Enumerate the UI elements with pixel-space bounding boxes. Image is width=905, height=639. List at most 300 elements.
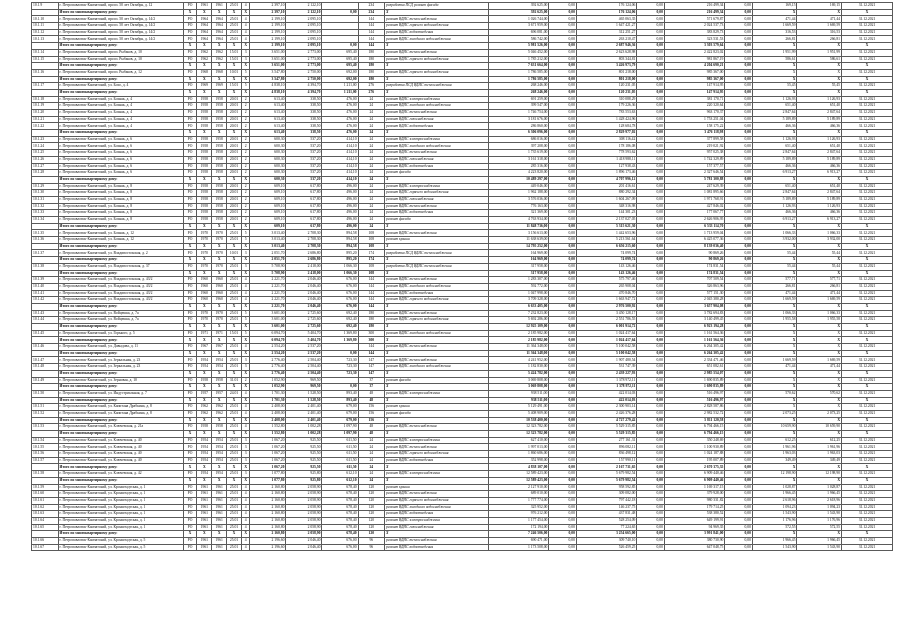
table-cell: 0,00 [725,337,753,344]
table-cell: 925,50 [286,457,322,464]
table-cell: 575 797,46 [576,277,636,284]
table-cell: РО [183,390,197,397]
table-cell: 144 [358,23,385,30]
table-cell: 1958 [197,210,212,217]
table-cell: 5 [241,310,249,317]
table-cell: 1 066,30 [322,270,358,277]
table-cell: 0,00 [549,116,577,123]
table-cell: 10.1.20 [32,110,59,117]
table-cell: 5 811 120,58 [664,417,724,424]
table-cell: 10.1.65 [32,524,59,531]
table-cell: 4 241 952,00 [488,357,548,364]
table-cell [32,303,59,310]
table-cell: 24 [358,116,385,123]
table-cell: 20.01 [227,156,242,163]
table-cell: 1960 [197,297,212,304]
table-cell: 3 547,80 [250,76,286,83]
table-cell: 0,00 [549,210,577,217]
table-cell: X [227,431,242,438]
table-cell: 2 847,64 [797,110,842,117]
table-cell: 25.01 [227,29,242,36]
table-cell: 577 151,30 [664,290,724,297]
table-cell: ремонт ВДИС газоснабжения [385,524,489,531]
table-cell: 0,00 [637,23,665,30]
table-cell: 1961 [212,544,227,551]
table-cell: X [212,89,227,96]
table-cell: 1 067,20 [250,451,286,458]
table-cell: ремонт ВДИС теплоснабжения [385,357,489,364]
table-cell: 0,00 [725,497,753,504]
table-cell: 323 531,53 [664,36,724,43]
table-cell: 1961 [212,538,227,545]
table-cell: г. Петропавловск-Камчатский, ул. Зеркальная, д. 23 [58,364,183,371]
table-cell: 300 [358,337,385,344]
table-cell: г. Петропавловск-Камчатский, ул. Бохняк, д. 6 [58,143,183,150]
table-cell: 676,00 [322,303,358,310]
table-cell: 801 218,00 [576,76,636,83]
table-cell: 2 847,64 [797,190,842,197]
table-cell: 0,00 [637,457,665,464]
table-cell: 1968 [212,69,227,76]
table-cell: X [842,397,893,404]
table-row [32,123,893,130]
table-cell: X [197,223,212,230]
table-cell: 0,00 [549,63,577,70]
table-cell: 144 [358,277,385,284]
table-cell: 0,00 [549,538,577,545]
table-cell: 24 [358,170,385,177]
table-cell: РО [183,96,197,103]
table-cell: X [797,43,842,50]
table-row [32,49,893,56]
table-cell: 678,40 [322,524,358,531]
table-cell: 10.01 [227,250,242,257]
table-cell: 178 186,08 [576,143,636,150]
table-cell: 0,00 [637,524,665,531]
table-cell: г. Петропавловск-Камчатский, ул. Войцешка, д. 7а [58,310,183,317]
table-row [32,310,893,317]
table-cell: 169,15 [752,3,797,10]
table-cell: 10.1.27 [32,163,59,170]
table-cell: X [752,404,797,411]
table-cell: X [752,531,797,538]
table-cell: РО [183,504,197,511]
table-cell: X [385,464,489,471]
table-cell: 3 [241,437,249,444]
table-cell: 1961 [197,544,212,551]
table-cell: 471,44 [752,290,797,297]
table-cell: 414,10 [322,143,358,150]
table-cell: 1 066,33 [797,310,842,317]
table-cell: 0,00 [549,270,577,277]
table-cell: 695,40 [322,56,358,63]
table-cell: 1971 [212,330,227,337]
table-cell: 74 099,74 [576,257,636,264]
table-cell: 1954 [197,357,212,364]
table-cell: 570,62 [797,390,842,397]
table-cell: 1 077,80 [250,471,286,478]
table-cell: ремонт фасада [385,217,489,224]
table-cell: 2 670 375,35 [664,464,724,471]
table-row [32,23,893,30]
table-cell: ремонт ВДИС электроснабжения [385,437,489,444]
table-cell: 0,00 [637,303,665,310]
table-cell: ремонт ВДИС холодного водоснабжения [385,504,489,511]
table-cell: 1958 [212,136,227,143]
table-cell: 4 707 996,12 [576,176,636,183]
table-cell: 1954 [212,444,227,451]
table-cell: РО [183,156,197,163]
table-cell: 1 211,00 [322,89,358,96]
table-cell: 10.1.26 [32,156,59,163]
table-cell: X [752,89,797,96]
table-cell: X [197,43,212,50]
table-cell: 2 051,70 [250,257,286,264]
table-cell: 0,00 [637,36,665,43]
table-row [32,457,893,464]
table-cell: X [183,130,197,137]
table-cell: 1958 [197,116,212,123]
table-cell: 25.01 [227,237,242,244]
table-cell: 10.1.30 [32,190,59,197]
table-cell: 0,00 [549,76,577,83]
table-cell: 0,00 [637,451,665,458]
table-cell: 31.12.2021 [842,471,893,478]
table-cell: 0,00 [725,3,753,10]
table-cell: 1960 [212,283,227,290]
table-cell: X [183,324,197,331]
table-cell: ремонт ВДИС горячего водоснабжения [385,56,489,63]
table-cell: X [797,477,842,484]
table-cell: X [212,370,227,377]
table-cell: X [183,337,197,344]
table-cell: X [241,223,249,230]
table-cell: Итого по многоквартирному дому: [58,477,183,484]
table-cell: X [241,176,249,183]
table-cell: X [797,431,842,438]
table-cell: 0,00 [725,49,753,56]
table-cell: 338,50 [286,130,322,137]
table-cell: 2 776,40 [250,364,286,371]
table-cell: ремонт ВДИС электроснабжения [385,96,489,103]
table-cell: 10.1.31 [32,196,59,203]
table-cell: 925,50 [286,464,322,471]
table-cell: 2 058,90 [286,517,322,524]
table-cell: 0,00 [637,290,665,297]
table-cell: 692,40 [322,324,358,331]
table-cell: 15.01 [227,83,242,90]
table-cell: 10.1.63 [32,511,59,518]
table-cell: X [385,270,489,277]
table-cell: 466,36 [752,210,797,217]
table-cell: 25.01 [227,410,242,417]
table-cell: 2 058,90 [286,484,322,491]
table-cell: 4 [241,404,249,411]
table-cell: 6 656 215,60 [576,243,636,250]
table-cell: г. Петропавловск-Камчатский, ул. Бохняк, д. 12 [58,237,183,244]
subtotal-row [32,223,893,230]
table-cell: X [227,464,242,471]
table-cell: 31.12.2021 [842,517,893,524]
table-cell: 1 966,45 [797,491,842,498]
table-cell: 3 932,00 [797,237,842,244]
table-cell: 1 961,96 [797,444,842,451]
table-cell: 120 [358,511,385,518]
table-cell: X [842,9,893,16]
table-cell [32,531,59,538]
table-cell: X [241,89,249,96]
table-cell: 216 499,34 [664,9,724,16]
table-cell: 1958 [212,424,227,431]
table-cell: 1970 [197,237,212,244]
table-cell: X [752,370,797,377]
table-cell: разработка ПСД ВДИС теплоснабжения [385,83,489,90]
table-cell: 2 554,20 [250,344,286,351]
table-cell: X [212,176,227,183]
table-cell: 31.12.2021 [842,49,893,56]
subtotal-row [32,350,893,357]
table-cell: 10.1.15 [32,56,59,63]
table-cell: 10.1.19 [32,103,59,110]
table-cell: X [241,76,249,83]
table-cell: 1969 [197,83,212,90]
table-cell: 4 [241,484,249,491]
table-cell: 0,00 [637,89,665,96]
table-cell: 1 604 267,09 [576,196,636,203]
table-cell: 144 [358,344,385,351]
table-cell: 836 498,12 [576,451,636,458]
table-cell: г. Петропавловск-Камчатский, просп. Рыбаков, д. 12 [58,69,183,76]
table-cell: 0,00 [637,544,665,551]
table-cell: 0,00 [637,337,665,344]
table-cell: 6 909 440,46 [664,471,724,478]
table-cell: г. Петропавловск-Камчатский, ул. Кронштадтская, д. 1 [58,497,183,504]
table-cell: г. Петропавловск-Камчатский, ул. Ключевская, д. 40 [58,444,183,451]
table-cell: X [183,270,197,277]
table-cell: 266,81 [797,283,842,290]
table-cell: 0,00 [637,417,665,424]
table-cell: Итого по многоквартирному дому: [58,89,183,96]
table-cell: X [752,330,797,337]
table-cell: 895,20 [322,257,358,264]
table-cell: 1 955,58 [797,317,842,324]
table-cell: 691 259,00 [488,96,548,103]
table-cell [322,344,358,351]
table-cell: 3 450 128,17 [576,310,636,317]
table-cell: ремонт ВДИС водоотведения [385,457,489,464]
table-cell: г. Петропавловск-Камчатский, ул. Ключевская, д. 40 [58,451,183,458]
table-cell: г. Петропавловск-Камчатский, ул. Бохняк, д. 6 [58,170,183,177]
table-cell: 2 199,10 [250,43,286,50]
table-cell: 2 687 946,36 [576,43,636,50]
table-cell: 1964 [212,36,227,43]
table-cell: X [197,324,212,331]
table-cell: 896 082,11 [576,444,636,451]
table-cell: 1958 [212,156,227,163]
table-cell: 0,00 [725,36,753,43]
table-cell: 144 [358,16,385,23]
table-row [32,544,893,551]
table-cell: 31.12.2021 [842,357,893,364]
table-cell: ремонт ВДИС теплоснабжения [385,344,489,351]
table-cell: X [197,337,212,344]
table-cell: 24 [358,477,385,484]
table-cell: 613,40 [250,103,286,110]
table-cell: X [385,223,489,230]
table-cell: 476,00 [322,96,358,103]
table-cell: 496,00 [322,183,358,190]
table-row [32,364,893,371]
table-cell: 90 869,26 [664,257,724,264]
table-cell: X [241,350,249,357]
table-row [32,524,893,531]
table-cell: 957 025,38 [664,150,724,157]
subtotal-row [32,257,893,264]
table-cell: 2 725,60 [286,324,322,331]
table-cell: 1958 [197,110,212,117]
table-row [32,390,893,397]
table-cell: 10.1.17 [32,83,59,90]
table-cell: 3 [241,357,249,364]
table-cell: 0,00 [549,464,577,471]
table-cell: 1 024 187,88 [664,451,724,458]
table-cell: 48 [358,424,385,431]
table-cell: 3 069 808,00 [488,384,548,391]
table-cell: 1 663 947,72 [576,297,636,304]
table-cell: 572,55 [752,524,797,531]
table-cell: 0,00 [725,69,753,76]
table-cell: 31.12.2021 [842,444,893,451]
table-cell: 4 [241,36,249,43]
table-cell: 696 081,00 [488,29,548,36]
table-cell [32,63,59,70]
table-cell: 10.1.55 [32,444,59,451]
table-row [32,56,893,63]
table-row [32,471,893,478]
table-cell: 1 126,93 [752,96,797,103]
table-cell: 1958 [197,170,212,177]
table-cell: 1 543,90 [752,544,797,551]
table-cell: 6 913,27 [797,217,842,224]
table-cell: X [752,176,797,183]
table-cell: 317 958,00 [488,263,548,270]
table-cell: 612,10 [322,477,358,484]
table-cell: 2 [241,123,249,130]
table-cell: 958 592,85 [576,484,636,491]
table-cell: 31.12.2021 [842,143,893,150]
table-cell: 2 623 628,98 [576,49,636,56]
table-cell: 2 160,80 [250,531,286,538]
table-cell: 0,00 [725,163,753,170]
table-cell: X [212,9,227,16]
table-cell: 0,00 [549,491,577,498]
table-cell: 147 [358,370,385,377]
table-cell: 0,00 [549,223,577,230]
table-cell: 1 066,33 [752,230,797,237]
table-cell: 5 [241,83,249,90]
table-cell: 1958 [212,210,227,217]
table-cell: 476,00 [322,123,358,130]
table-cell: РО [183,250,197,257]
table-cell: г. Петропавловск-Камчатский, ул. Войцешка, д. 7а [58,317,183,324]
table-cell: 2 401,40 [286,404,322,411]
table-cell: 676,00 [322,283,358,290]
table-cell: 25.01 [227,497,242,504]
table-cell: 0,00 [725,471,753,478]
table-cell [322,377,358,384]
table-cell: 0,00 [725,457,753,464]
table-cell: X [842,243,893,250]
table-cell: РО [183,116,197,123]
table-cell: 4 [241,511,249,518]
table-cell: 1 024 417,64 [576,330,636,337]
table-cell: 0,00 [637,69,665,76]
table-cell: 10.1.54 [32,437,59,444]
table-cell: 2 046,40 [286,544,322,551]
table-cell: 266,81 [752,283,797,290]
table-cell: 4 [241,23,249,30]
table-cell: 263 210,47 [576,36,636,43]
table-cell: 422 014,03 [576,397,636,404]
table-cell: 2 185 982,00 [488,330,548,337]
table-row [32,103,893,110]
table-cell: 1961 [212,484,227,491]
table-cell: 350 248,69 [664,437,724,444]
table-cell: 2 537,20 [286,344,322,351]
table-row [32,444,893,451]
table-row [32,210,893,217]
table-row [32,297,893,304]
table-cell: 31.12.2021 [842,203,893,210]
table-cell: 609,10 [250,183,286,190]
table-cell: 0,00 [549,370,577,377]
table-cell: ремонт ВДИС водоотведения [385,210,489,217]
table-cell: г. Петропавловск-Камчатский, ул. Кронштадтская, д. 5 [58,538,183,545]
table-cell: 0,00 [725,116,753,123]
table-cell: 8 139 036,40 [664,243,724,250]
table-cell: РО [183,16,197,23]
table-cell: Итого по многоквартирному дому: [58,76,183,83]
table-cell: 2 160,80 [250,497,286,504]
table-cell: 0,00 [549,217,577,224]
table-cell [32,370,59,377]
table-cell: 0,00 [637,96,665,103]
table-cell: 707 509,54 [664,277,724,284]
table-cell: 2 708,30 [286,243,322,250]
table-cell: 31.12.2021 [842,136,893,143]
table-cell: г. Петропавловск-Камчатский, ул. Зеркальная, д. 23 [58,357,183,364]
table-cell: 1964 [197,16,212,23]
table-cell: 1970 [212,230,227,237]
table-cell: г. Петропавловск-Камчатский, ул. Капитана Драбкина, д. 8 [58,410,183,417]
table-cell: РО [183,230,197,237]
table-cell: 383 829,73 [664,29,724,36]
table-cell: 0,00 [725,190,753,197]
table-cell: 77 224,65 [576,524,636,531]
table-cell: РО [183,143,197,150]
table-cell: X [241,370,249,377]
table-cell: 496,00 [322,210,358,217]
table-cell: Итого по многоквартирному дому: [58,243,183,250]
table-cell: 1 669,59 [752,297,797,304]
table-cell: 0,00 [725,384,753,391]
table-cell: 1970 [197,250,212,257]
table-cell: 0,00 [725,29,753,36]
table-cell: 6 794 466,15 [664,431,724,438]
table-cell: 1954 [212,357,227,364]
table-cell: X [385,384,489,391]
table-cell: 4 838 107,00 [488,464,548,471]
